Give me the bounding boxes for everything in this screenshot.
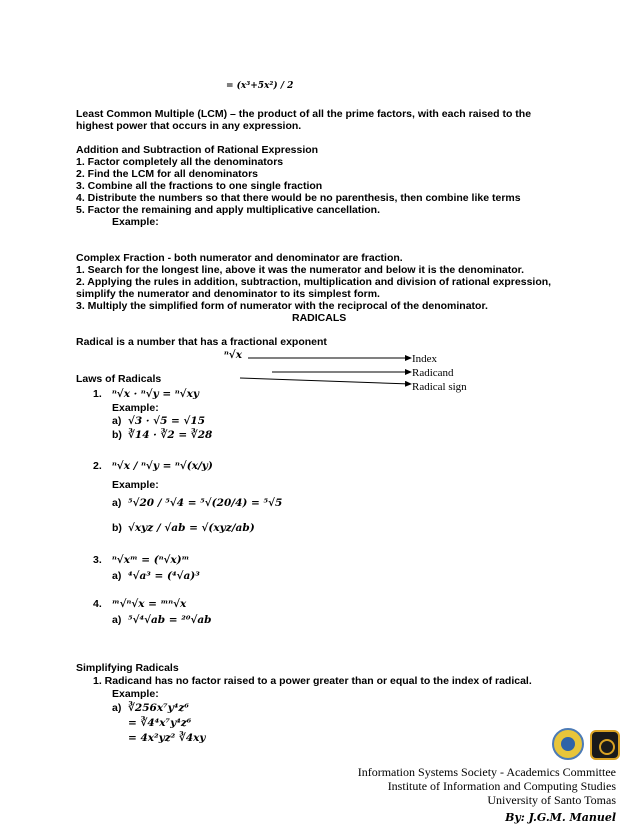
complex-step-1: 1. Search for the longest line, above it was the numerator and below it is the denominator. xyxy=(76,264,525,276)
law-1-b-label: b) xyxy=(112,429,122,441)
radical-sign-arrow xyxy=(240,378,411,384)
simplify-rule: 1. Radicand has no factor raised to a power greater than or equal to the index of radical. xyxy=(93,675,532,687)
law-3-number: 3. xyxy=(93,554,102,566)
complex-step-2: 2. Applying the rules in addition, subtraction, multiplication and division of rational expression, xyxy=(76,276,552,288)
law-1-example-label: Example: xyxy=(112,402,159,414)
label-radicand: Radicand xyxy=(412,367,454,379)
footer-line-2: Institute of Information and Computing Studies xyxy=(387,779,616,793)
iss-logo xyxy=(590,730,620,760)
law-2-a-label: a) xyxy=(112,497,122,509)
addsub-step-4: 4. Distribute the numbers so that there would be no parenthesis, then combine like terms xyxy=(76,192,521,204)
law-4-rule: ᵐ√ⁿ√x = ᵐⁿ√x xyxy=(112,598,187,610)
ust-seal-logo xyxy=(552,728,584,760)
footer-line-1: Information Systems Society - Academics Committee xyxy=(357,765,616,779)
complex-step-3: 3. Multiply the simplified form of numerator with the reciprocal of the denominator. xyxy=(76,300,488,312)
radical-symbol: ⁿ√x xyxy=(224,349,242,361)
label-radical-sign: Radical sign xyxy=(412,381,467,393)
simplify-line-3: = 4x²yz² ∛4xy xyxy=(128,732,206,744)
addsub-step-1: 1. Factor completely all the denominators xyxy=(76,156,284,168)
simplify-title: Simplifying Radicals xyxy=(76,662,179,674)
law-1-rule: ⁿ√x · ⁿ√y = ⁿ√xy xyxy=(112,388,199,400)
simplify-example-label: Example: xyxy=(112,688,159,700)
law-2-number: 2. xyxy=(93,460,102,472)
addsub-example-label: Example: xyxy=(112,216,159,228)
lcm-line-1: Least Common Multiple (LCM) – the product of all the prime factors, with each raised to the xyxy=(76,108,532,120)
radicals-heading: RADICALS xyxy=(292,312,347,324)
label-index: Index xyxy=(412,353,438,365)
addsub-step-2: 2. Find the LCM for all denominators xyxy=(76,168,259,180)
addsub-title: Addition and Subtraction of Rational Expression xyxy=(76,144,319,156)
law-1-a-expr: √3 · √5 = √15 xyxy=(128,415,206,427)
addsub-step-3: 3. Combine all the fractions to one single fraction xyxy=(76,180,323,192)
simplify-line-1: ∛256x⁷y⁴z⁶ xyxy=(128,702,189,714)
law-4-number: 4. xyxy=(93,598,102,610)
law-1-b-expr: ∛14 · ∛2 = ∛28 xyxy=(128,429,213,441)
law-3-a-label: a) xyxy=(112,570,122,582)
law-3-rule: ⁿ√xᵐ = (ⁿ√x)ᵐ xyxy=(112,554,190,566)
author-signature: By: J.G.M. Manuel xyxy=(505,811,616,824)
simplify-a-label: a) xyxy=(112,702,122,714)
law-2-rule: ⁿ√x / ⁿ√y = ⁿ√(x/y) xyxy=(112,460,213,472)
laws-title: Laws of Radicals xyxy=(76,373,162,385)
law-1-number: 1. xyxy=(93,388,102,400)
complex-step-2-cont: simplify the numerator and denominator to its simplest form. xyxy=(76,288,380,300)
law-1-a-label: a) xyxy=(112,415,122,427)
law-2-b-label: b) xyxy=(112,522,122,534)
addsub-step-5: 5. Factor the remaining and apply multiplicative cancellation. xyxy=(76,204,380,216)
law-2-example-label: Example: xyxy=(112,479,159,491)
footer-line-3: University of Santo Tomas xyxy=(487,793,616,807)
law-2-a-expr: ⁵√20 / ⁵√4 = ⁵√(20/4) = ⁵√5 xyxy=(128,497,283,509)
radical-definition: Radical is a number that has a fractional exponent xyxy=(76,336,327,348)
law-2-b-expr: √xyz / √ab = √(xyz/ab) xyxy=(128,522,255,534)
complex-title: Complex Fraction - both numerator and denominator are fraction. xyxy=(76,252,403,264)
lcm-line-2: highest power that occurs in any expression. xyxy=(76,120,302,132)
top-formula: = (x³+5x²) / 2 xyxy=(226,81,294,91)
law-4-a-expr: ⁵√⁴√ab = ²⁰√ab xyxy=(128,614,212,626)
law-4-a-label: a) xyxy=(112,614,122,626)
simplify-line-2: = ∛4⁴x⁷y⁴z⁶ xyxy=(128,717,192,729)
law-3-a-expr: ⁴√a³ = (⁴√a)³ xyxy=(128,570,200,582)
